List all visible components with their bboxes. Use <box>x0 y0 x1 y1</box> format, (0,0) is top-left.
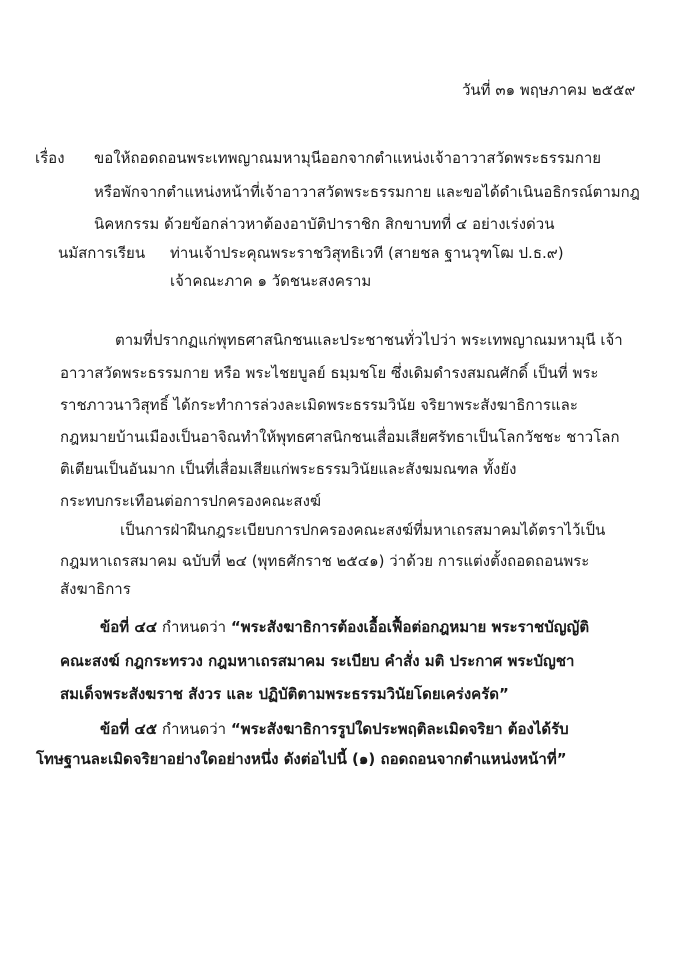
article-44-first-line <box>100 617 589 637</box>
subject-line: ขอให้ถอดถอนพระเทพญาณมหามุนีออกจากตำแหน่งเจ้าอาวาสวัดพระธรรมกาย <box>94 149 602 167</box>
article-44-text: สมเด็จพระสังฆราช สังวร และ ปฏิบัติตามพระธรรมวินัยโดยเคร่งครัด” <box>60 685 509 703</box>
letter-date: วันที่ ๓๑ พฤษภาคม ๒๕๕๙ <box>462 81 636 99</box>
paragraph-line: กฎหมายบ้านเมืองเป็นอาจิณทำให้พุทธศาสนิกชนเสื่อมเสียศรัทธาเป็นโลกวัชชะ ชาวโลก <box>60 428 620 446</box>
article-45-intro: กำหนดว่า <box>161 720 227 738</box>
paragraph-line: เป็นการฝ่าฝืนกฎระเบียบการปกครองคณะสงฆ์ที่มหาเถรสมาคมได้ตราไว้เป็น <box>120 521 606 539</box>
paragraph-line: กระทบกระเทือนต่อการปกครองคณะสงฆ์ <box>60 492 322 510</box>
paragraph-line: ราชภาวนาวิสุทธิ์ ได้กระทำการล่วงละเมิดพระธรรมวินัย จริยาพระสังฆาธิการและ <box>60 396 578 414</box>
article-45-first-line <box>100 719 569 739</box>
paragraph-line: สังฆาธิการ <box>60 580 131 598</box>
paragraph-line: ติเตียนเป็นอันมาก เป็นที่เสื่อมเสียแก่พระธรรมวินัยและสังฆมณฑล ทั้งยัง <box>60 460 517 478</box>
paragraph-line: กฎมหาเถรสมาคม ฉบับที่ ๒๔ (พุทธศักราช ๒๕๔๑) ว่าด้วย การแต่งตั้งถอดถอนพระ <box>60 552 590 570</box>
article-44-label: ข้อที่ ๔๔ <box>100 618 158 636</box>
article-45-text: โทษฐานละเมิดจริยาอย่างใดอย่างหนึ่ง ดังต่อไปนี้ (๑) ถอดถอนจากตำแหน่งหน้าที่” <box>36 750 567 768</box>
salutation-label: นมัสการเรียน <box>58 244 146 262</box>
subject-label: เรื่อง <box>35 149 65 167</box>
subject-line: หรือพักจากตำแหน่งหน้าที่เจ้าอาวาสวัดพระธรรมกาย และขอได้ดำเนินอธิกรณ์ตามกฎ <box>94 183 640 201</box>
article-44-text: “พระสังฆาธิการต้องเอื้อเฟื้อต่อกฎหมาย พระราชบัญญัติ <box>230 618 590 636</box>
paragraph-line: ตามที่ปรากฏแก่พุทธศาสนิกชนและประชาชนทั่วไปว่า พระเทพญาณมหามุนี เจ้า <box>115 331 623 349</box>
salutation-line: ท่านเจ้าประคุณพระราชวิสุทธิเวที (สายชล ฐานวุฑโฒ ป.ธ.๙) <box>170 244 564 262</box>
article-44-text: คณะสงฆ์ กฎกระทรวง กฎมหาเถรสมาคม ระเบียบ คำสั่ง มติ ประกาศ พระบัญชา <box>60 652 575 670</box>
article-45-text: “พระสังฆาธิการรูปใดประพฤติละเมิดจริยา ต้องได้รับ <box>230 720 569 738</box>
subject-line: นิคหกรรม ด้วยข้อกล่าวหาต้องอาบัติปาราชิก สิกขาบทที่ ๔ อย่างเร่งด่วน <box>94 215 555 233</box>
article-44-intro: กำหนดว่า <box>161 618 227 636</box>
salutation-line: เจ้าคณะภาค ๑ วัดชนะสงคราม <box>170 272 372 290</box>
paragraph-line: อาวาสวัดพระธรรมกาย หรือ พระไชยบูลย์ ธมฺมชโย ซึ่งเดิมดำรงสมณศักดิ์ เป็นที่ พระ <box>60 364 599 382</box>
article-45-label: ข้อที่ ๔๕ <box>100 720 158 738</box>
